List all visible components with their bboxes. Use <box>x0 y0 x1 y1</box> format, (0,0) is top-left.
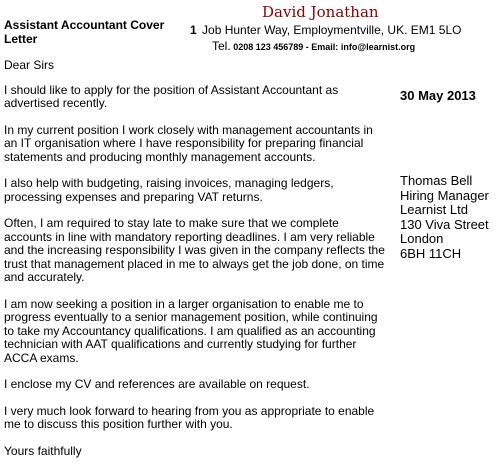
closing: Yours faithfully <box>4 443 82 458</box>
recipient-job-title: Hiring Manager <box>400 187 489 203</box>
sender-address-number: 1 <box>190 23 197 37</box>
sender-name: David Jonathan <box>262 3 379 21</box>
sender-address <box>190 22 461 38</box>
email-label: - Email: <box>305 42 339 52</box>
paragraph-1: I should like to apply for the position of Assistant Accountant as advertised recently. <box>4 82 339 110</box>
paragraph-3: I also help with budgeting, raising invoices, managing ledgers, processing expenses and preparing VAT returns. <box>4 176 334 204</box>
recipient-company: Learnist Ltd <box>400 202 468 217</box>
paragraph-6: I enclose my CV and references are available on request. <box>4 377 310 391</box>
paragraph-7: I very much look forward to hearing from you as appropriate to enable me to discuss this position further with you. <box>4 403 375 431</box>
document-title: Assistant Accountant Cover Letter <box>4 18 165 46</box>
recipient-address-block <box>400 174 489 261</box>
sender-address-text: Job Hunter Way, Employmentville, UK. EM1 5LO <box>202 23 462 37</box>
recipient-street: 130 Viva Street <box>400 216 489 232</box>
tel-label: Tel. <box>212 39 231 53</box>
paragraph-4: Often, I am required to stay late to make sure that we complete accounts in line with mandatory reporting deadlines. I am very reliable and the increasing responsibility I was given in the company reflects the trust that management placed in me to always get the job done, on time and accurately. <box>4 216 385 284</box>
salutation: Dear Sirs <box>4 58 55 72</box>
paragraph-2: In my current position I work closely with management accountants in an IT organisation where I have responsibility for preparing financial statements and producing monthly management accounts. <box>4 122 373 164</box>
sender-contact <box>212 39 415 54</box>
recipient-postcode: 6BH 11CH <box>400 245 462 261</box>
letter-body <box>4 59 388 471</box>
letter-date: 30 May 2013 <box>400 88 476 103</box>
email-address: info@learnist.org <box>340 42 416 52</box>
recipient-city: London <box>400 231 444 246</box>
paragraph-5: I am now seeking a position in a larger organisation to enable me to progress eventually to a senior management position, while continuing to take my Accountancy qualifications. I am qualified as an accounting technician with AAT qualifications and currently studying for further ACCA exams. <box>4 296 378 365</box>
tel-number: 0208 123 456789 <box>233 42 304 52</box>
recipient-name: Thomas Bell <box>400 173 473 188</box>
